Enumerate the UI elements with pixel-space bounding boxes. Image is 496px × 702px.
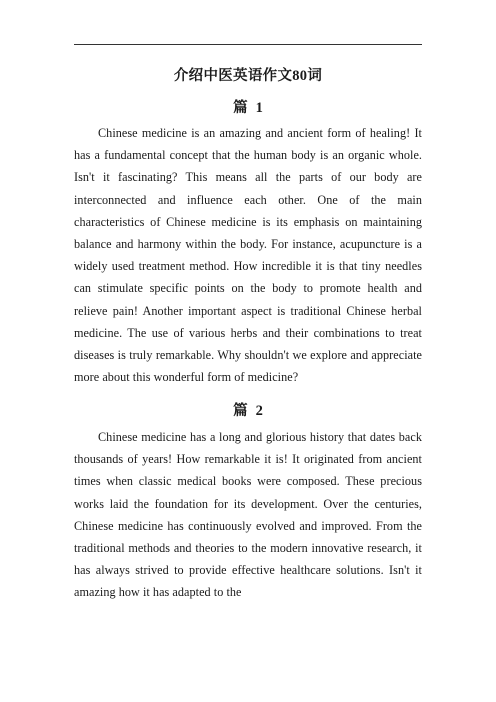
section-heading-label: 篇 <box>233 403 248 419</box>
section-paragraph-2: Chinese medicine has a long and glorious history that dates back thousands of years! How remarkable it is! It originated from ancient times when classic medical books were composed. These precious works laid the foundation for its development. Over the centuries, Chinese medicine has continuously evolved and improved. From the traditional methods and theories to the modern innovative research, it has always strived to provide effective healthcare solutions. Isn't it amazing how it has adapted to the <box>74 430 422 600</box>
section-paragraph-1: Chinese medicine is an amazing and ancient form of healing! It has a fundamental concept that the human body is an organic whole. Isn't it fascinating? This means all the parts of our body are interconnected and influence each other. One of the main characteristics of Chinese medicine is its emphasis on maintaining balance and harmony within the body. For instance, acupuncture is a widely used treatment method. How incredible it is that tiny needles can stimulate specific points on the body to promote health and relieve pain! Another important aspect is traditional Chinese herbal medicine. The use of various herbs and their combinations to treat diseases is truly remarkable. Why shouldn't we explore and appreciate more about this wonderful form of medicine? <box>74 126 422 385</box>
section-heading-label: 篇 <box>233 100 248 116</box>
section-heading-1 <box>74 98 422 118</box>
section-heading-number: 1 <box>255 100 263 116</box>
document-title: 介绍中医英语作文80词 <box>173 68 323 84</box>
section-heading-2 <box>74 401 422 421</box>
header-rule <box>74 44 422 45</box>
section-heading-number: 2 <box>255 403 263 419</box>
